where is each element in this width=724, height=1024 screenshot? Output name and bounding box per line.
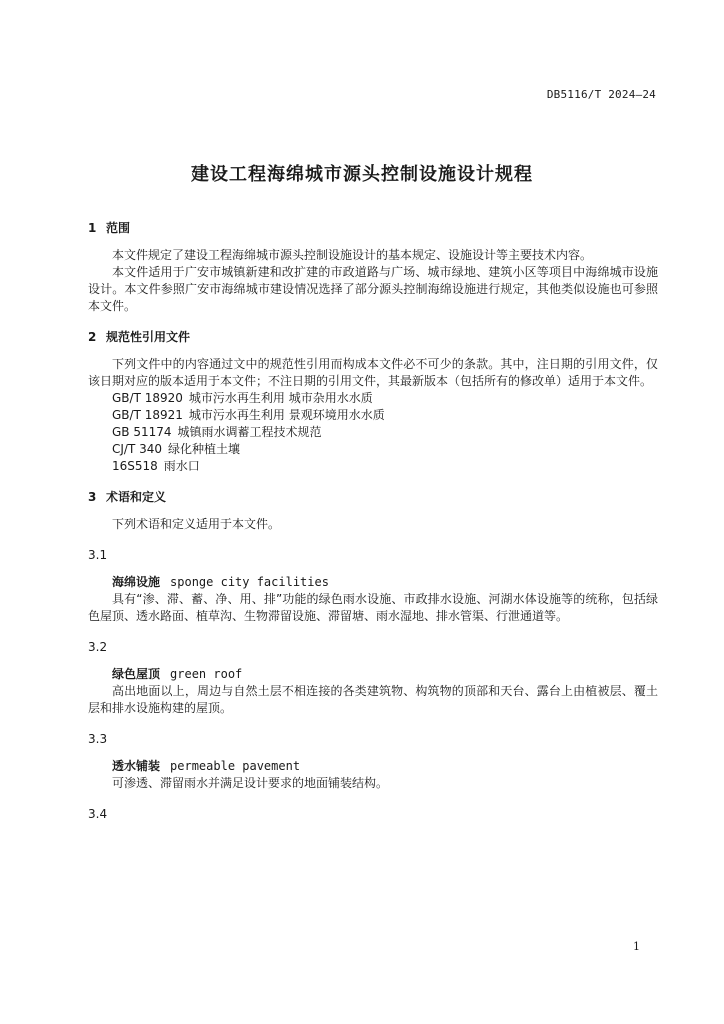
section-number: 2 [88, 330, 97, 344]
reference-name: 绿化种植土壤 [168, 442, 241, 456]
term-definition: 具有“渗、滞、蓄、净、用、排”功能的绿色雨水设施、市政排水设施、河湖水体设施等的统称，包括绿色屋顶、透水路面、植草沟、生物滞留设施、滞留塘、雨水湿地、排水管渠、行泄通道等。 [88, 592, 658, 623]
list-item [88, 441, 658, 458]
term-chinese: 绿色屋顶 [112, 667, 161, 681]
clause-number: 3.3 [88, 732, 108, 746]
term-entry [88, 547, 658, 625]
document-title: 建设工程海绵城市源头控制设施设计规程 [191, 164, 533, 185]
paragraph: 本文件规定了建设工程海绵城市源头控制设施设计的基本规定、设施设计等主要技术内容。 [112, 248, 593, 262]
term-label [88, 574, 658, 591]
term-english: sponge city facilities [170, 575, 329, 589]
document-body [88, 212, 658, 837]
term-english: permeable pavement [170, 759, 301, 773]
list-item [88, 458, 658, 475]
reference-code: GB/T 18921 [112, 408, 183, 422]
section-title: 范围 [106, 221, 131, 235]
section-number: 3 [88, 490, 97, 504]
clause-number: 3.2 [88, 640, 108, 654]
reference-code: 16S518 [112, 459, 158, 473]
paragraph: 下列文件中的内容通过文中的规范性引用而构成本文件必不可少的条款。其中，注日期的引用文件，仅该日期对应的版本适用于本文件；不注日期的引用文件，其最新版本（包括所有的修改单）适用于本文件。 [88, 357, 658, 388]
section-terms [88, 489, 658, 823]
reference-name: 城市污水再生利用 景观环境用水水质 [188, 408, 385, 422]
section-title: 术语和定义 [106, 490, 167, 504]
section-scope [88, 220, 658, 315]
term-chinese: 透水铺装 [112, 759, 161, 773]
document-code: DB5116/T 2024—24 [546, 88, 656, 101]
clause-number: 3.1 [88, 548, 108, 562]
term-label [88, 666, 658, 683]
reference-code: GB 51174 [112, 425, 172, 439]
reference-name: 雨水口 [163, 459, 200, 473]
reference-list [88, 390, 658, 475]
list-item [88, 390, 658, 407]
paragraph: 下列术语和定义适用于本文件。 [112, 517, 281, 531]
section-heading-terms [88, 489, 658, 506]
term-entry [88, 639, 658, 717]
reference-code: CJ/T 340 [112, 442, 163, 456]
reference-name: 城镇雨水调蓄工程技术规范 [177, 425, 322, 439]
section-normative-references [88, 329, 658, 475]
list-item [88, 407, 658, 424]
clause-number: 3.4 [88, 807, 108, 821]
term-entry [88, 731, 658, 792]
section-number: 1 [88, 221, 97, 235]
paragraph: 本文件适用于广安市城镇新建和改扩建的市政道路与广场、城市绿地、建筑小区等项目中海绵城市设施设计。本文件参照广安市海绵城市建设情况选择了部分源头控制海绵设施进行规定，其他类似设施也可参照本文件。 [88, 265, 658, 313]
term-english: green roof [170, 667, 243, 681]
list-item [88, 424, 658, 441]
section-heading-scope [88, 220, 658, 237]
reference-code: GB/T 18920 [112, 391, 183, 405]
term-chinese: 海绵设施 [112, 575, 161, 589]
term-definition: 可渗透、滞留雨水并满足设计要求的地面铺装结构。 [112, 776, 389, 790]
section-title: 规范性引用文件 [106, 330, 191, 344]
section-heading-normative [88, 329, 658, 346]
reference-name: 城市污水再生利用 城市杂用水水质 [188, 391, 373, 405]
term-definition: 高出地面以上，周边与自然土层不相连接的各类建筑物、构筑物的顶部和天台、露台上由植被层、覆土层和排水设施构建的屋顶。 [88, 684, 658, 715]
page-number: 1 [633, 940, 640, 953]
term-label [88, 758, 658, 775]
